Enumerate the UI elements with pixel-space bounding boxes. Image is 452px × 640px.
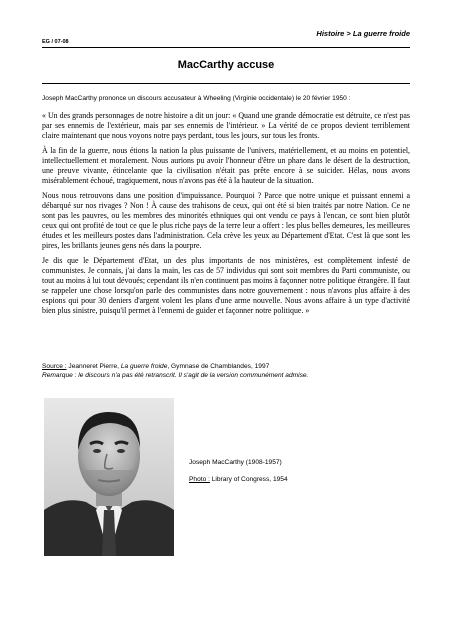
source-label: Source : [42, 363, 67, 370]
header-rule [42, 47, 410, 48]
caption-credit [189, 475, 288, 484]
portrait-photo [44, 398, 174, 556]
speech-paragraph: « Un des grands personnages de notre histoire a dit un jour: « Quand une grande démocratie est détruite, ce n'est pas par ses ennemis de l'extérieur, mais par ses ennemis de l'intérieur. » La vérité de ce propos devient terriblement claire maintenant que nous voyons notre pays perdant, tous les jours, sur tous les fronts. [42, 111, 410, 140]
source-remark: Remarque : le discours n'a pas été retranscrit. Il s'agit de la version communément admise. [42, 372, 309, 379]
source-block [42, 362, 410, 380]
title-rule [42, 83, 410, 84]
source-citation [42, 362, 410, 371]
intro-text: Joseph MacCarthy prononce un discours accusateur à Wheeling (Virginie occidentale) le 20 février 1950 : [42, 95, 351, 102]
caption-name: Joseph MacCarthy (1908-1957) [189, 459, 282, 466]
speech-text [42, 111, 410, 321]
section-breadcrumb: Histoire > La guerre froide [316, 29, 410, 38]
photo-caption [189, 458, 288, 484]
portrait-illustration [44, 398, 174, 556]
page-title: MacCarthy accuse [177, 59, 275, 71]
photo-credit: Library of Congress, 1954 [209, 476, 288, 483]
document-code: EG / 07-08 [42, 39, 69, 45]
source-author: Jeanneret Pierre, [66, 363, 121, 370]
source-book: La guerre froide [120, 363, 168, 370]
speech-paragraph: À la fin de la guerre, nous étions la nation la plus puissante de l'univers, matériellement, et au moins en potentiel, intellectuellement et moralement. Nous aurions pu avoir l'honneur d'être un phare dans le désert de la destruction, une preuve vivante, étincelante que la civilisation n'était pas prête encore à se suicider. Hélas, nous avons misérablement échoué, tragiquement, nous n'avons pas été à la hauteur de la situation. [42, 146, 410, 185]
photo-label: Photo : [189, 476, 210, 483]
source-rest: , Gymnase de Chamblandes, 1997 [167, 363, 270, 370]
speech-paragraph: Nous nous retrouvons dans une position d'impuissance. Pourquoi ? Parce que notre unique et puissant ennemi a débarqué sur nos rivages ? Non ! À cause des trahisons de ceux, qui ont été si bien traités par notre Nation. Ce ne sont pas les pauvres, ou les membres des minorités ethniques qui ont vendu ce pays à l'encan, ce sont bien plutôt ceux qui ont profité de tout ce que le plus riche pays de la terre leur a offert : les plus belles demeures, les meilleures études et les meilleurs postes dans l'administration. Cela crève les yeux au Département d'Etat. C'est là que sont les pires, les brillants jeunes gens nés dans la pourpre. [42, 191, 410, 250]
speech-paragraph: Je dis que le Département d'Etat, un des plus importants de nos ministères, est complètement infesté de communistes. Je connais, j'ai dans la main, les cas de 57 individus qui sont soit membres du Parti communiste, ou tout au moins à lui tout dévoués; cependant ils n'en continuent pas moins à façonner notre politique étrangère. Il faut se rappeler une chose lorsqu'on parle des communistes dans notre gouvernement : nous n'avons plus affaire à des espions qui pour 30 deniers d'argent volent les plans d'une arme nouvelle. Nous avons affaire à un type d'activité bien plus sinistre, puisqu'il permet à l'ennemi de guider et façonner notre politique. » [42, 256, 410, 315]
